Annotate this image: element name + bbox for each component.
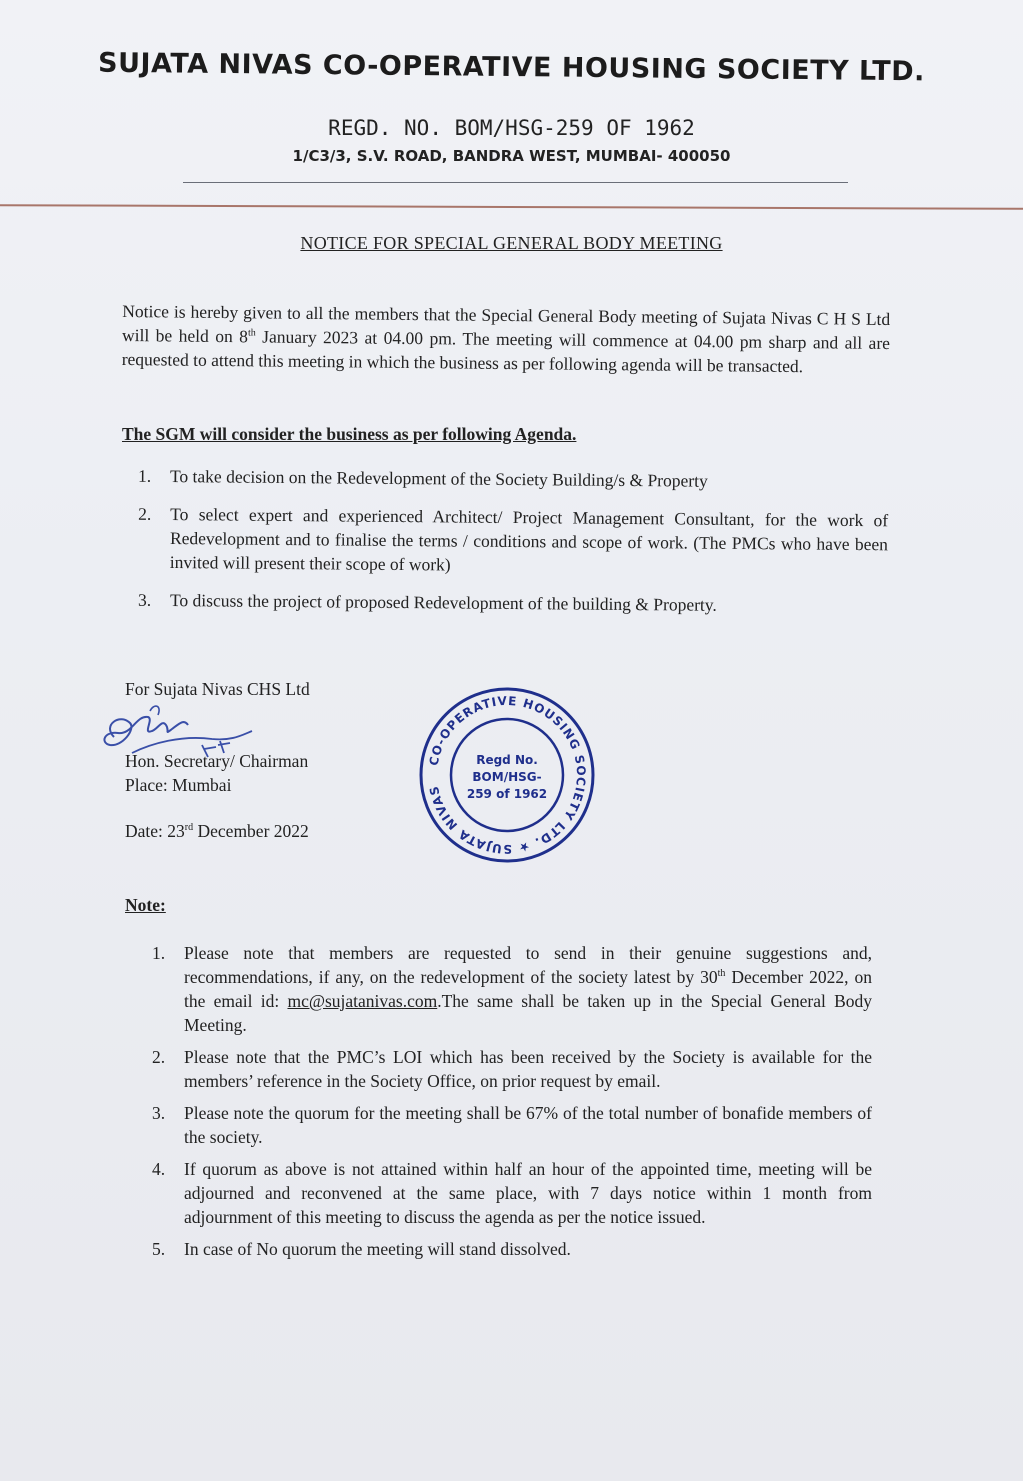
note-item-text: Please note the quorum for the meeting shall be 67% of the total number of bonafide members of the society. (184, 1103, 872, 1147)
society-seal (412, 680, 602, 870)
signatory-for: For Sujata Nivas CHS Ltd (125, 679, 310, 699)
agenda-item-text: To select expert and experienced Architect/ Project Management Consultant, for the work of Redevelopment and to finalise the terms / conditions and scope of work. (The PMCs who have been invited will present their scope of work) (169, 504, 889, 575)
intro-sup: th (247, 327, 256, 339)
notice-title: NOTICE FOR SPECIAL GENERAL BODY MEETING (300, 233, 723, 253)
note-item-number: 2. (152, 1047, 166, 1067)
agenda-item (138, 588, 888, 619)
agenda-item-number: 3. (137, 589, 152, 610)
society-name: SUJATA NIVAS CO-OPERATIVE HOUSING SOCIETY LTD. (97, 47, 926, 88)
agenda-item-text: To discuss the project of proposed Redevelopment of the building & Property. (169, 590, 717, 615)
header-divider-short (183, 182, 848, 183)
date-text-1: Date: 23 (125, 821, 185, 841)
note-item-text: Please note that the PMC’s LOI which has been received by the Society is available for the members’ reference in the Society Office, on prior request by email. (184, 1047, 872, 1091)
society-address: 1/C3/3, S.V. ROAD, BANDRA WEST, MUMBAI- 400050 (292, 147, 731, 165)
seal-line-3: 259 of 1962 (466, 787, 548, 801)
date-sup: rd (184, 822, 194, 834)
note-item-number: 4. (152, 1159, 166, 1179)
agenda-list (138, 467, 888, 615)
note-item (152, 1237, 872, 1261)
notice-date (125, 819, 385, 843)
agenda-heading: The SGM will consider the business as per following Agenda. (122, 424, 577, 444)
notice-intro (122, 299, 891, 379)
agenda-item (138, 464, 888, 495)
seal-line-1: Regd No. (476, 753, 538, 767)
agenda-item-number: 2. (138, 503, 152, 524)
note-item-number: 3. (152, 1103, 166, 1123)
signature-place: Place: Mumbai (125, 775, 232, 795)
agenda-item-text: To take decision on the Redevelopment of the Society Building/s & Property (169, 466, 708, 491)
note-text-1: Please note that members are requested to send in their genuine suggestions and, recommendations, if any, on the redevelopment of the society latest by 30 (184, 943, 872, 987)
seal-line-2: BOM/HSG- (472, 770, 542, 784)
note-sup: th (717, 968, 726, 980)
note-heading: Note: (125, 895, 166, 915)
note-item (152, 1157, 872, 1229)
note-item-text: If quorum as above is not attained within half an hour of the appointed time, meeting will be adjourned and reconvened at the same place, with 7 days notice within 1 month from adjournment of this meeting to discuss the agenda as per the notice issued. (184, 1159, 872, 1227)
email-link[interactable]: mc@sujatanivas.com (287, 991, 438, 1011)
note-item-number: 1. (152, 943, 166, 963)
note-item-number: 5. (152, 1239, 166, 1259)
registration-number: REGD. NO. BOM/HSG-259 OF 1962 (328, 116, 695, 140)
notes-list (152, 941, 872, 1269)
header-divider-long (0, 204, 1023, 210)
note-text-3: .The same shall be taken up in the Special General Body Meeting. (184, 991, 872, 1035)
handwritten-signature (92, 695, 272, 775)
date-text-2: December 2022 (193, 821, 309, 841)
agenda-item (138, 502, 889, 581)
seal-ring-text: CO-OPERATIVE HOUSING SOCIETY LTD. ★ SUJATA NIVAS (426, 693, 589, 857)
signatory-designation: Hon. Secretary/ Chairman (125, 751, 309, 771)
note-item-text: In case of No quorum the meeting will stand dissolved. (184, 1239, 571, 1259)
note-text-2: December 2022, on the email id: (184, 967, 872, 1011)
intro-text-1: Notice is hereby given to all the members that the Special General Body meeting of Sujata Nivas C H S Ltd will be held on 8 (121, 300, 891, 347)
note-item (152, 941, 872, 1037)
note-item (152, 1045, 872, 1093)
agenda-item-number: 1. (137, 465, 152, 486)
intro-text-2: January 2023 at 04.00 pm. The meeting will commence at 04.00 pm sharp and all are requested to attend this meeting in which the business as per following agenda will be transacted. (121, 326, 891, 377)
note-item (152, 1101, 872, 1149)
